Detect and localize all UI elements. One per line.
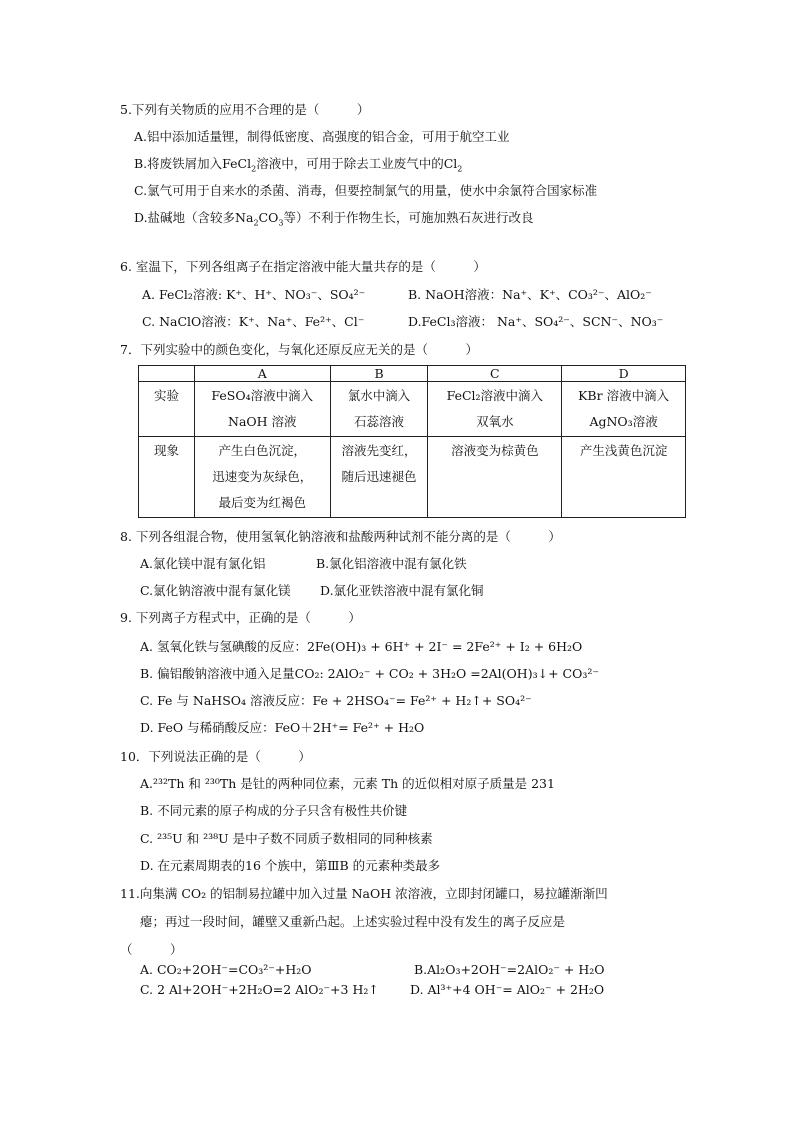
q11-stem-line1: 11.向集满 CO₂ 的铝制易拉罐中加入过量 NaOH 浓溶液，立即封闭罐口，易拉罐渐渐凹: [120, 886, 608, 901]
table-col-header: B: [330, 366, 428, 382]
q10-stem: 10．下列说法正确的是（ ）: [120, 749, 311, 764]
q8-option-a: A.氯化镁中混有氯化铝: [140, 556, 266, 571]
q5-option-c: C.氯气可用于自来水的杀菌、消毒，但要控制氯气的用量，使水中余氯符合国家标准: [134, 183, 598, 198]
table-row-experiment: [139, 382, 686, 437]
q11-option-a: A. CO₂+2OH⁻=CO₃²⁻+H₂O: [140, 962, 312, 977]
q10-option-a: A.²³²Th 和 ²³⁰Th 是钍的两种同位素，元素 Th 的近似相对原子质量是 231: [140, 776, 555, 791]
q6-stem: 6. 室温下，下列各组离子在指定溶液中能大量共存的是（ ）: [120, 259, 486, 274]
table-cell: FeCl₂溶液中滴入 双氧水: [428, 382, 562, 437]
q8-option-b: B.氯化铝溶液中混有氯化铁: [316, 556, 467, 571]
q7-experiment-table: [138, 365, 686, 518]
table-cell: 产生白色沉淀， 迅速变为灰绿色， 最后变为红褐色: [194, 437, 330, 518]
table-col-header: D: [562, 366, 686, 382]
q10-option-d: D. 在元素周期表的16 个族中，第ⅢB 的元素种类最多: [140, 858, 441, 873]
table-col-header: A: [194, 366, 330, 382]
table-col-header: C: [428, 366, 562, 382]
q9-stem: 9. 下列离子方程式中，正确的是（ ）: [120, 610, 361, 625]
q6-option-b: B. NaOH溶液：Na⁺、K⁺、CO₃²⁻、AlO₂⁻: [408, 287, 652, 302]
q11-stem-line2: 瘪；再过一段时间，罐壁又重新凸起。上述实验过程中没有发生的离子反应是: [140, 914, 566, 929]
q9-option-d: D. FeO 与稀硝酸反应：FeO＋2H⁺= Fe²⁺ + H₂O: [140, 720, 425, 735]
q11-option-b: B.Al₂O₃+2OH⁻=2AlO₂⁻ + H₂O: [414, 962, 605, 977]
table-cell: 氯水中滴入 石蕊溶液: [330, 382, 428, 437]
q9-option-a: A. 氢氧化铁与氢碘酸的反应：2Fe(OH)₃ + 6H⁺ + 2I⁻ = 2Fe²⁺ + I₂ + 6H₂O: [140, 639, 583, 654]
table-header-row: [139, 366, 686, 382]
q10-option-c: C. ²³⁵U 和 ²³⁸U 是中子数不同质子数相同的同种核素: [140, 831, 433, 846]
table-cell: 产生浅黄色沉淀: [562, 437, 686, 518]
table-cell: 溶液变为棕黄色: [428, 437, 562, 518]
table-cell: 溶液先变红， 随后迅速褪色: [330, 437, 428, 518]
q5-option-a: A.铝中添加适量锂，制得低密度、高强度的铝合金，可用于航空工业: [134, 129, 510, 144]
table-corner-cell: [139, 366, 195, 382]
q6-option-d: D.FeCl₃溶液： Na⁺、SO₄²⁻、SCN⁻、NO₃⁻: [408, 314, 664, 329]
q11-option-d: D. Al³⁺+4 OH⁻= AlO₂⁻ + 2H₂O: [410, 982, 605, 997]
q6-option-c: C. NaClO溶液：K⁺、Na⁺、Fe²⁺、Cl⁻: [142, 314, 365, 329]
q5-stem: 5.下列有关物质的应用不合理的是（ ）: [120, 102, 370, 117]
q11-stem-line3: （ ）: [120, 942, 183, 957]
q8-option-d: D.氯化亚铁溶液中混有氯化铜: [320, 583, 484, 598]
q7-stem: 7．下列实验中的颜色变化，与氧化还原反应无关的是（ ）: [120, 342, 478, 357]
q9-option-b: B. 偏铝酸钠溶液中通入足量CO₂: 2AlO₂⁻ + CO₂ + 3H₂O =2Al(OH)₃↓+ CO₃²⁻: [140, 666, 599, 681]
q5-option-b: B.将废铁屑加入FeCl$_2$溶液中，可用于除去工业废气中的$Cl_2$: [134, 156, 463, 174]
q9-option-c: C. Fe 与 NaHSO₄ 溶液反应：Fe + 2HSO₄⁻= Fe²⁺ + H₂↑+ SO₄²⁻: [140, 693, 532, 708]
table-cell: KBr 溶液中滴入 AgNO₃溶液: [562, 382, 686, 437]
q8-option-c: C.氯化钠溶液中混有氯化镁: [140, 583, 291, 598]
q5-option-d: D.盐碱地（含较多$Na_2CO_3$等）不利于作物生长，可施加熟石灰进行改良: [134, 210, 534, 228]
q6-option-a: A. FeCl₂溶液: K⁺、H⁺、NO₃⁻、SO₄²⁻: [142, 287, 366, 302]
q10-option-b: B. 不同元素的原子构成的分子只含有极性共价键: [140, 803, 408, 818]
table-cell: FeSO₄溶液中滴入 NaOH 溶液: [194, 382, 330, 437]
q8-stem: 8. 下列各组混合物，使用氢氧化钠溶液和盐酸两种试剂不能分离的是（ ）: [120, 529, 561, 544]
row-label: 现象: [139, 437, 195, 518]
q11-option-c: C. 2 Al+2OH⁻+2H₂O=2 AlO₂⁻+3 H₂↑: [140, 982, 379, 997]
row-label: 实验: [139, 382, 195, 437]
table-row-phenomenon: [139, 437, 686, 518]
